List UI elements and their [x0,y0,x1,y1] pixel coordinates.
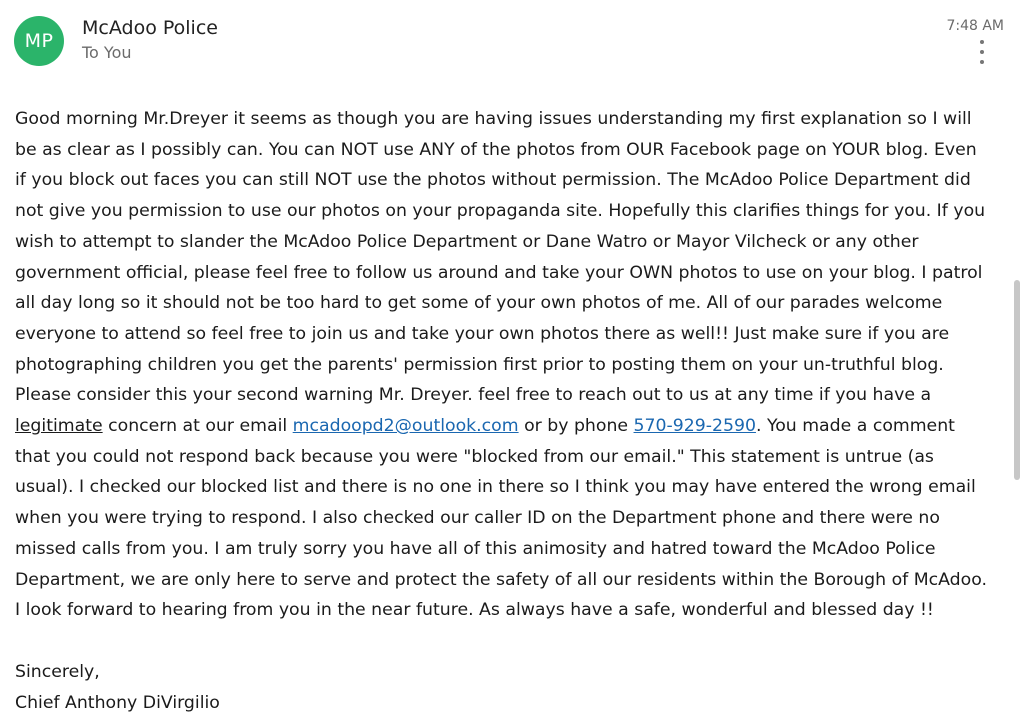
body-line: Department, we are only here to serve and protect the safety of all our residents within the Borough of McAdoo. [15,569,987,590]
dot [980,50,984,54]
phone-link[interactable]: 570-929-2590 [633,416,756,437]
scrollbar[interactable] [1014,280,1020,480]
sender-name[interactable]: McAdoo Police [82,17,218,39]
body-line: when you were trying to respond. I also checked our caller ID on the Department phone and there were no [15,508,940,529]
body-line: Good morning Mr.Dreyer it seems as though you are having issues understanding my first explanation so I will [15,109,972,129]
signature-block [15,657,220,718]
body-line: that you could not respond back because you were "blocked from our email." This statement is untrue (as [15,446,934,467]
body-text-fragment: or by phone [518,416,634,437]
dot [980,40,984,44]
vertical-ellipsis-icon[interactable] [972,40,992,64]
message-header [0,0,1024,80]
timestamp: 7:48 AM [946,18,1004,34]
recipient-line: To You [82,43,132,62]
signature: Chief Anthony DiVirgilio [15,692,220,713]
body-line: everyone to attend so feel free to join us and take your own photos there as well!! Just make sure if you are [15,323,950,344]
body-line: all day long so it should not be too hard to get some of your own photos of me. All of our parades welcome [15,293,943,314]
body-line: photographing children you get the parents' permission first prior to posting them on your un-truthful blog. [15,354,944,375]
body-line: government official, please feel free to follow us around and take your OWN photos to use on your blog. I patrol [15,262,983,283]
body-line-contact [15,411,1005,442]
body-text-fragment: concern at our email [102,416,293,437]
body-line: Please consider this your second warning Mr. Dreyer. feel free to reach out to us at any time if you have a [15,385,932,406]
body-line: if you block out faces you can still NOT use the photos without permission. The McAdoo Police Department did [15,170,971,191]
avatar[interactable]: MP [14,16,64,66]
body-line: be as clear as I possibly can. You can NOT use ANY of the photos from OUR Facebook page on YOUR blog. Even [15,139,977,160]
body-line: not give you permission to use our photos on your propaganda site. Hopefully this clarifies things for you. If you [15,201,986,222]
message-body [15,104,1005,626]
body-line: I look forward to hearing from you in the near future. As always have a safe, wonderful and blessed day !! [15,600,934,621]
email-link[interactable]: mcadoopd2@outlook.com [292,416,519,437]
body-line: wish to attempt to slander the McAdoo Police Department or Dane Watro or Mayor Vilcheck or any other [15,231,919,252]
body-line: missed calls from you. I am truly sorry you have all of this animosity and hatred toward the McAdoo Police [15,538,936,559]
body-text-fragment: . You made a comment [755,416,955,437]
body-line: usual). I checked our blocked list and there is no one in there so I think you may have entered the wrong email [15,477,976,498]
closing: Sincerely, [15,662,100,682]
underlined-word: legitimate [15,416,103,437]
dot [980,60,984,64]
